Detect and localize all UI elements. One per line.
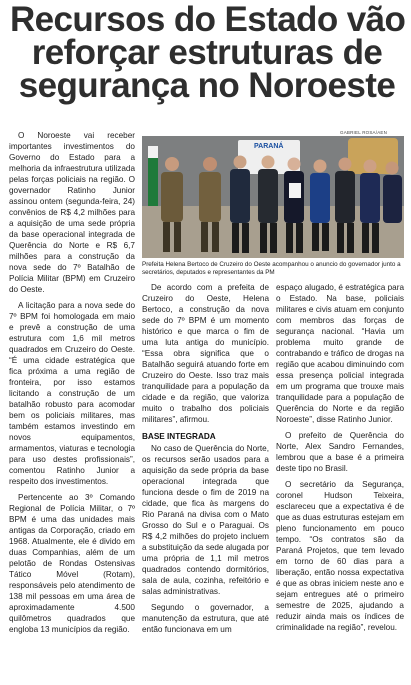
paragraph: De acordo com a prefeita de Cruzeiro do Oeste, Helena Bertoco, a construção da nova sede do 7º BPM é um momento histórico e que marca o fim de uma luta antiga do município. “Essa obra significa que o Batalhão seguirá atuando forte em Cruzeiro do Oeste. Isso traz mais tranquilidade para a população da cidade e da região, que valoriza muito o trabalho dos policiais militares”, afirmou. bbox=[142, 283, 269, 424]
paragraph: No caso de Querência do Norte, os recursos serão usados para a aquisição da sede própria da base operacional integrada que funciona desde o fim de 2019 na cidade, que fica às margens do Rio Paraná na divisa com o Mato Grosso do Sul e o Paraguai. Os R$ 4,2 milhões do projeto incluem a substituição da sede alugada por uma própria de 1,1 mil metros quadrados contendo dormitórios, sala de aula, cozinha, refeitório e salas administrativas. bbox=[142, 444, 269, 596]
article-column-3 bbox=[276, 282, 404, 633]
photo-logo-text: PARANÁ bbox=[254, 143, 284, 150]
photo-caption: Prefeita Helena Bertoco de Cruzeiro do Oeste acompanhou o anuncio do governador junto a secretários, deputados e representantes da PM bbox=[142, 261, 401, 276]
photo-credit: GABRIEL ROSA/AEN bbox=[340, 130, 388, 135]
headline-line-2: reforçar estruturas de bbox=[31, 33, 383, 72]
paragraph: O Noroeste vai receber importantes investimentos do Governo do Estado para a melhoria da infraestrutura utilizada pelas forças policiais na região. O governador Ratinho Junior assinou ontem (segunda-feira, 24) convênios de R$ 4,2 milhões para a aquisição de uma sede própria da base operacional integrada de Querência do Norte e R$ 6,7 milhões para a construção da nova sede do 7º Batalhão de Polícia Militar (BPM) em Cruzeiro do Oeste. bbox=[9, 131, 135, 294]
headline-line-1: Recursos do Estado vão bbox=[10, 0, 406, 39]
article-column-1 bbox=[9, 130, 135, 635]
paragraph: A licitação para a nova sede do 7º BPM foi homologada em maio e prevê a construção de uma estrutura com 1,6 mil metros quadrados em Cruzeiro do Oeste. “É uma cidade estratégica que fica próxima a uma região de fronteira, por isso estamos licitando a construção de um batalhão robusto para acomodar bem os policiais militares, mas também estamos investindo em novos equipamentos, armamentos, viaturas e tecnologia para uso destes profissionais”, comentou Ratinho Junior a respeito dos investimentos. bbox=[9, 301, 135, 486]
paragraph: O secretário da Segurança, coronel Hudson Teixeira, esclareceu que a expectativa é de que as duas estruturas estejam em pleno funcionamento em pouco tempo. “Os contratos são da Paraná Projetos, que tem levado em torno de 60 dias para a liberação, então nossa expectativa é que as obras iniciem neste ano e sejam entregues até o primeiro semestre de 2025, ajudando a reduzir ainda mais os índices de criminalidade na região”, revelou. bbox=[276, 480, 404, 632]
headline-line-3: segurança no Noroeste bbox=[18, 66, 396, 105]
paragraph: Segundo o governador, a manutenção da estrutura, que até então funcionava em um bbox=[142, 603, 269, 634]
group-photo-illustration bbox=[142, 136, 404, 258]
headline bbox=[10, 0, 406, 105]
paragraph: espaço alugado, é estratégica para o Estado. Na base, policiais militares e civis atuam em conjunto com membros das forças de segurança nacional. “Havia um problema muito grande de contrabando e tráfico de drogas na região que acabou diminuindo com essa presença policial integrada em um programa que trouxe mais tranquilidade para a população de Querência do Norte e da região Noroeste”, disse Ratinho Junior. bbox=[276, 283, 404, 424]
paragraph: O prefeito de Querência do Norte, Alex Sandro Fernandes, lembrou que a base é a primeira deste tipo no Brasil. bbox=[276, 431, 404, 473]
section-subheading: BASE INTEGRADA bbox=[142, 432, 216, 441]
news-photo bbox=[142, 136, 404, 258]
paragraph: Pertencente ao 3º Comando Regional de Polícia Militar, o 7º BPM é uma das unidades mais antigas da Corporação, criado em 1968. Atualmente, ele é divido em duas Companhias, além de um pelotão de Rondas Ostensivas Tático Móvel (Rotam), responsáveis pelo atendimento de 138 mil pessoas em uma área de aproximadamente 4.500 quilômetros quadrados que engloba 13 municípios da região. bbox=[9, 493, 135, 634]
article-column-2 bbox=[142, 282, 269, 635]
